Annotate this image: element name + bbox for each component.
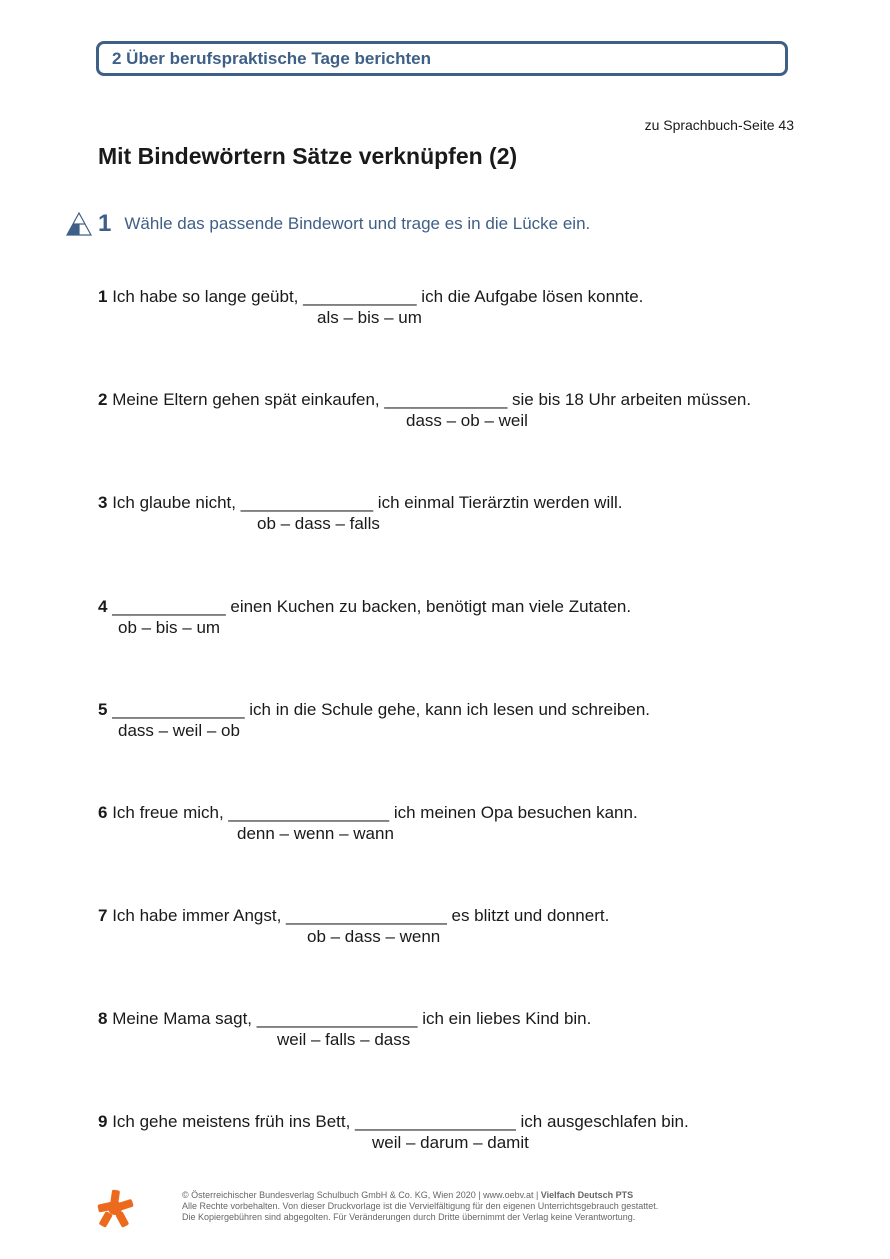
exercise-sentence-3 (98, 492, 623, 513)
exercise-sentence-1 (98, 286, 643, 307)
item-text: Ich habe immer Angst, _________________ es blitzt und donnert. (107, 906, 610, 925)
asterisk-logo-icon (96, 1188, 134, 1228)
item-number: 1 (98, 287, 108, 306)
options-2: dass – ob – weil (406, 411, 528, 430)
item-number: 5 (98, 700, 108, 719)
exercise-sentence-7 (98, 905, 609, 926)
options-6: denn – wenn – wann (237, 824, 394, 843)
options-1: als – bis – um (317, 308, 422, 327)
task-number: 1 (98, 210, 112, 237)
exercise-sentence-6 (98, 802, 638, 823)
options-5: dass – weil – ob (118, 721, 240, 740)
chapter-title: 2 Über berufspraktische Tage berichten (112, 48, 432, 68)
exercise-sentence-9 (98, 1111, 689, 1132)
footer-line-3: Die Kopiergebühren sind abgegolten. Für Veränderungen durch Dritte übernimmt der Verlag keine Verantwortung. (182, 1212, 636, 1222)
options-7: ob – dass – wenn (307, 927, 441, 946)
item-text: ____________ einen Kuchen zu backen, benötigt man viele Zutaten. (107, 597, 632, 616)
options-9: weil – darum – damit (372, 1133, 529, 1152)
item-text: Ich freue mich, _________________ ich meinen Opa besuchen kann. (107, 803, 638, 822)
item-number: 3 (98, 493, 108, 512)
item-number: 6 (98, 803, 108, 822)
item-text: ______________ ich in die Schule gehe, kann ich lesen und schreiben. (107, 700, 650, 719)
chapter-header-box (96, 41, 788, 76)
item-number: 9 (98, 1112, 108, 1131)
item-number: 4 (98, 597, 108, 616)
item-text: Meine Eltern gehen spät einkaufen, _____________ sie bis 18 Uhr arbeiten müssen. (107, 390, 752, 409)
item-number: 8 (98, 1009, 108, 1028)
exercise-sentence-8 (98, 1008, 591, 1029)
item-number: 7 (98, 906, 108, 925)
page-reference: zu Sprachbuch-Seite 43 (644, 117, 794, 133)
item-text: Meine Mama sagt, _________________ ich ein liebes Kind bin. (107, 1009, 592, 1028)
task-heading (66, 210, 590, 238)
exercise-sentence-4 (98, 596, 631, 617)
item-text: Ich gehe meistens früh ins Bett, _________________ ich ausgeschlafen bin. (107, 1112, 689, 1131)
item-text: Ich glaube nicht, ______________ ich einmal Tierärztin werden will. (107, 493, 623, 512)
copyright-footer (182, 1190, 658, 1223)
exercise-sentence-5 (98, 699, 650, 720)
footer-line-2: Alle Rechte vorbehalten. Von dieser Druckvorlage ist die Vervielfältigung für den eigenen Unterrichtsgebrauch gestattet. (182, 1201, 659, 1211)
footer-brand: Vielfach Deutsch PTS (540, 1190, 634, 1200)
item-text: Ich habe so lange geübt, ____________ ich die Aufgabe lösen konnte. (107, 287, 644, 306)
item-number: 2 (98, 390, 108, 409)
page-title: Mit Bindewörtern Sätze verknüpfen (2) (98, 143, 518, 169)
options-4: ob – bis – um (118, 618, 221, 637)
triangle-level-icon (66, 212, 92, 236)
task-instruction: Wähle das passende Bindewort und trage es in die Lücke ein. (124, 214, 591, 233)
options-8: weil – falls – dass (277, 1030, 411, 1049)
options-3: ob – dass – falls (257, 514, 380, 533)
exercise-sentence-2 (98, 389, 751, 410)
footer-line-1: © Österreichischer Bundesverlag Schulbuch GmbH & Co. KG, Wien 2020 | www.oebv.at | (182, 1190, 541, 1200)
